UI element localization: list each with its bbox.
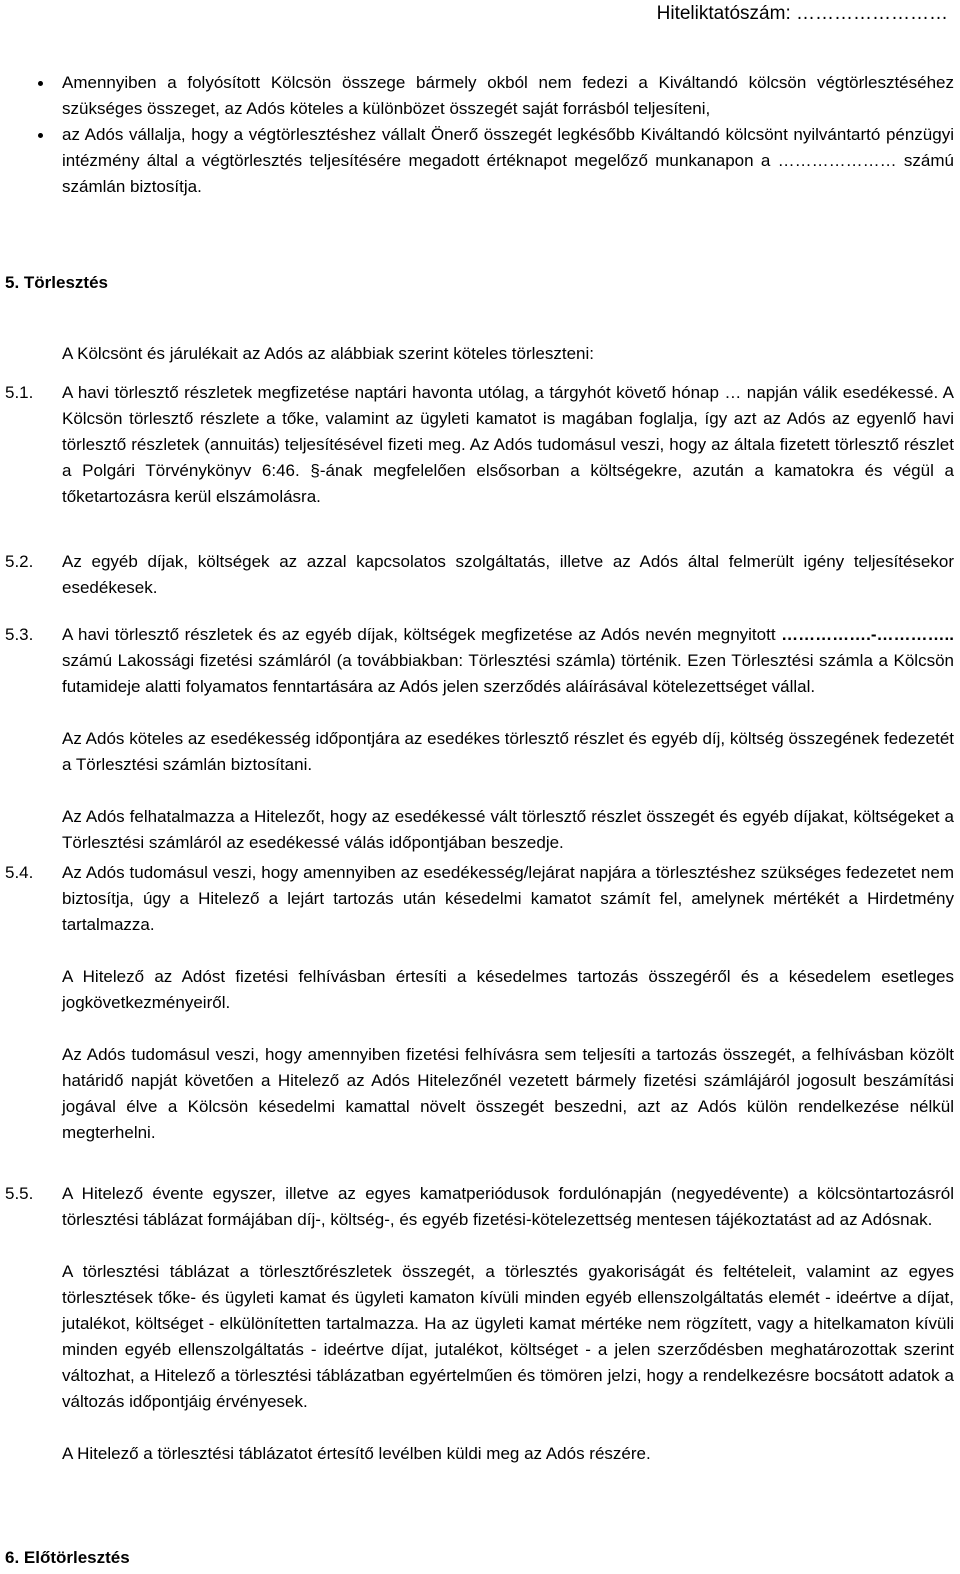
section-heading-5: 5. Törlesztés [5, 273, 108, 292]
clause-number: 5.3. [5, 625, 34, 644]
clause-paragraph: A Hitelező a törlesztési táblázatot értesítő levélben küldi meg az Adós részére. [62, 1444, 651, 1463]
clause-number: 5.5. [5, 1184, 34, 1203]
clause-5-4 [0, 860, 960, 1146]
condition-bullet-list [0, 70, 960, 200]
clause-number: 5.1. [5, 383, 34, 402]
section-5-intro: A Kölcsönt és járulékait az Adós az alábbiak szerint köteles törleszteni: [62, 344, 595, 363]
clause-paragraph: A törlesztési táblázat a törlesztőrészletek összegét, a törlesztés gyakoriságát és feltételeit, valamint az egyes törlesztések tőke- és ügyleti kamat és ügyleti kamaton kívüli minden egyéb ellenszolgáltatás elemét - ideértve a díjat, jutalékot, költséget - elkülönítetten tartalmazza. Ha az ügyleti kamat mértéke nem rögzített, vagy a hitelkamaton kívüli minden egyéb ellenszolgáltatás - ideértve díjat, jutalékot, költséget - a jelen szerződésben meghatározottak szerint változhat, a Hitelező a törlesztési táblázatban egyértelműen és tömören jelzi, hogy a rendelkezésre bocsátott adatok a változás időpontjáig érvényesek. [62, 1262, 954, 1411]
bullet-icon [38, 81, 43, 86]
bullet-text: Amennyiben a folyósított Kölcsön összege bármely okból nem fedezi a Kiváltandó kölcsön végtörlesztéséhez szükséges összeget, az Adós köteles a különbözet összegét saját forrásból teljesíteni, [62, 73, 954, 118]
section-heading-6: 6. Előtörlesztés [5, 1548, 130, 1567]
clause-paragraph: A Hitelező az Adóst fizetési felhívásban értesíti a késedelmes tartozás összegéről és a késedelem esetleges jogkövetkezményeiről. [62, 967, 954, 1012]
account-number-placeholder: …………….-………….. [781, 625, 954, 644]
clause-paragraph: Az egyéb díjak, költségek az azzal kapcsolatos szolgáltatás, illetve az Adós által felmerült igény teljesítésekor esedékesek. [62, 552, 954, 597]
clause-5-1 [0, 380, 960, 510]
clause-number: 5.4. [5, 863, 34, 882]
clause-5-5 [0, 1181, 960, 1467]
clause-number: 5.2. [5, 552, 34, 571]
clause-paragraph: Az Adós felhatalmazza a Hitelezőt, hogy az esedékessé vált törlesztő részlet összegét és egyéb díjakat, költségeket a Törlesztési számláról az esedékessé válás időpontjában beszedje. [62, 807, 954, 852]
bullet-text: az Adós vállalja, hogy a végtörlesztéshez vállalt Önerő összegét legkésőbb Kiváltandó kölcsönt nyilvántartó pénzügyi intézmény által a végtörlesztés teljesítésére megadott értéknapot megelőző munkanapon a ………………… számú számlán biztosítja. [62, 125, 954, 196]
clause-5-2 [0, 549, 960, 601]
clause-text: számú Lakossági fizetési számláról (a továbbiakban: Törlesztési számla) történik. Ezen Törlesztési számla a Kölcsön futamideje alatti folyamatos fenntartására az Adós jelen szerződés aláírásával kötelezettséget vállal. [62, 651, 954, 696]
clause-paragraph: Az Adós tudomásul veszi, hogy amennyiben az esedékesség/lejárat napjára a törlesztéshez szükséges fedezetet nem biztosítja, úgy a Hitelező a lejárt tartozás után késedelmi kamatot számít fel, amelynek mértékét a Hirdetmény tartalmazza. [62, 863, 954, 934]
bullet-item-shortfall [0, 70, 960, 122]
clause-paragraph: Az Adós tudomásul veszi, hogy amennyiben fizetési felhívásra sem teljesíti a tartozás összegét, a felhívásban közölt határidő napját követően a Hitelező az Adós Hitelezőnél vezetett bármely fizetési számlájáról jogosult beszámítási jogával élve a Kölcsön késedelmi kamattal növelt összegét beszedni, azt az Adós külön rendelkezése nélkül megterhelni. [62, 1045, 954, 1142]
bullet-item-own-funds [0, 122, 960, 200]
clause-paragraph: A Hitelező évente egyszer, illetve az egyes kamatperiódusok fordulónapján (negyedévente) a kölcsöntartozásról törlesztési táblázat formájában díj-, költség-, és egyéb fizetési-kötelezettség mentesen tájékoztatást ad az Adósnak. [62, 1184, 954, 1229]
loan-reference-number: Hiteliktatószám: …………………… [656, 3, 948, 24]
clause-paragraph: Az Adós köteles az esedékesség időpontjára az esedékes törlesztő részlet és egyéb díj, költség összegének fedezetét a Törlesztési számlán biztosítani. [62, 729, 954, 774]
clause-text: A havi törlesztő részletek és az egyéb díjak, költségek megfizetése az Adós nevén megnyitott [62, 625, 782, 644]
clause-paragraph: A havi törlesztő részletek megfizetése naptári havonta utólag, a tárgyhót követő hónap … napján válik esedékessé. A Kölcsön törlesztő részlete a tőke, valamint az ügyleti kamatot is magában foglalja, így azt az Adós az egyenlő havi törlesztő részletek (annuitás) teljesítésével fizeti meg. Az Adós tudomásul veszi, hogy az általa fizetett törlesztő részlet a Polgári Törvénykönyv 6:46. §-ának megfelelően elsősorban a költségekre, azután a kamatokra és végül a tőketartozásra kerül elszámolásra. [62, 383, 954, 506]
clause-paragraph [62, 622, 954, 700]
bullet-icon [38, 133, 43, 138]
clause-5-3 [0, 622, 960, 856]
